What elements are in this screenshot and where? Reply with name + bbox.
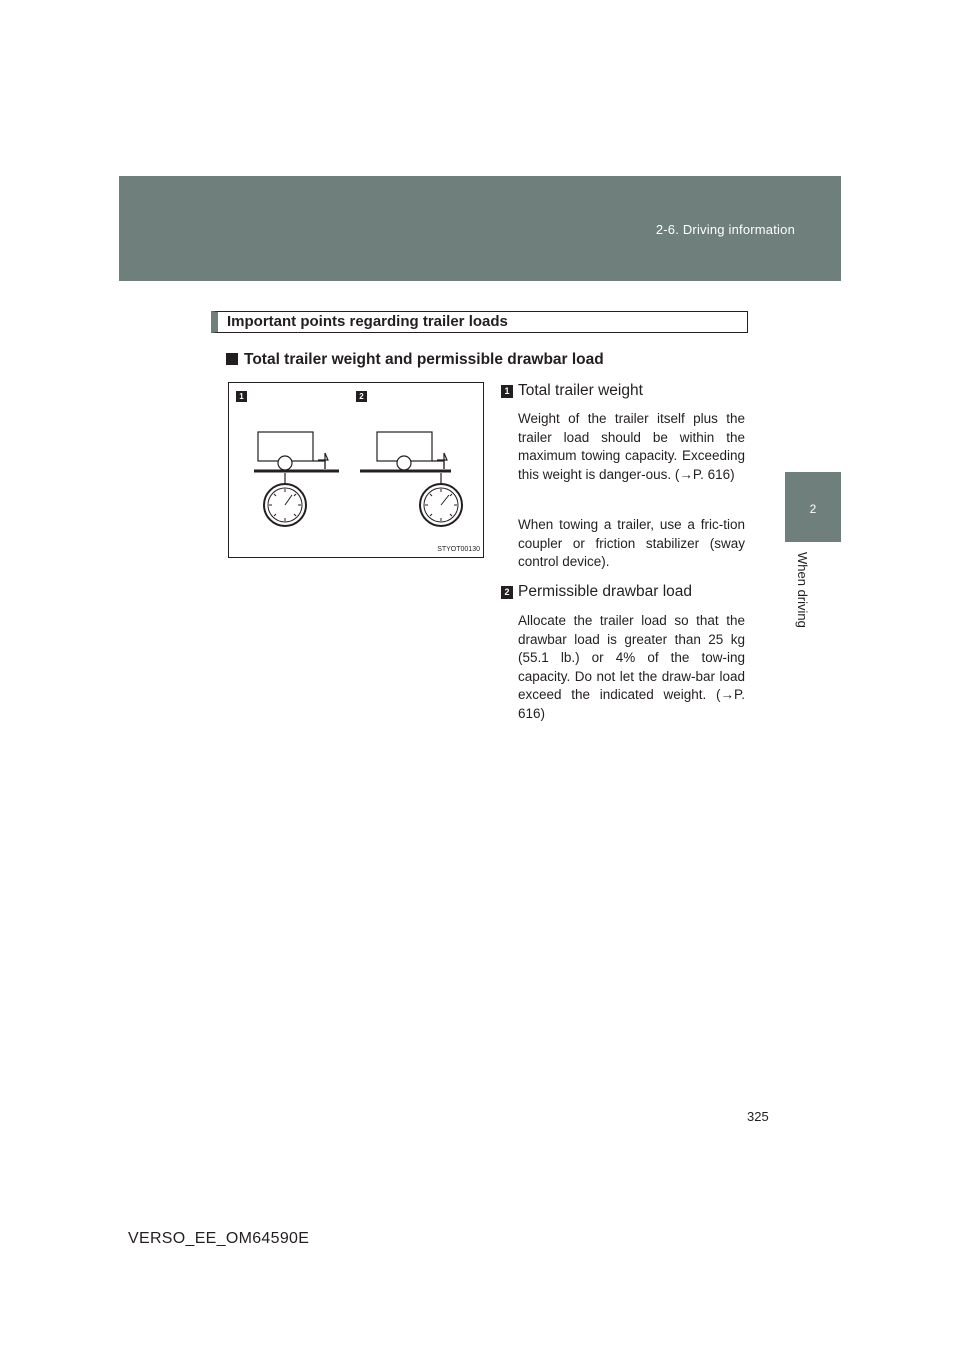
sub-heading-text: Total trailer weight and permissible drawbar load bbox=[244, 351, 604, 368]
item-2-title: Permissible drawbar load bbox=[518, 583, 693, 600]
chapter-tab bbox=[785, 472, 841, 542]
chapter-label bbox=[794, 552, 810, 642]
item-1-paragraph-2: When towing a trailer, use a fric-tion coupler or friction stabilizer (sway control device). bbox=[518, 517, 745, 570]
chapter-label-text: When driving bbox=[795, 552, 810, 628]
section-heading-box bbox=[211, 311, 748, 333]
scale-drawing-icon bbox=[229, 383, 483, 557]
item-1-paragraph-1: Weight of the trailer itself plus the trailer load should be within the maximum towing capacity. Exceeding this weight is danger-ous. (→P. 616) bbox=[518, 411, 745, 482]
item-1-heading bbox=[501, 382, 643, 400]
figure-badge-1: 1 bbox=[236, 391, 247, 402]
sub-heading bbox=[226, 351, 604, 369]
document-code: VERSO_EE_OM64590E bbox=[128, 1230, 310, 1247]
header-section-title: 2-6. Driving information bbox=[655, 222, 795, 237]
page-number: 325 bbox=[747, 1109, 769, 1124]
section-title: Important points regarding trailer loads bbox=[227, 313, 508, 330]
item-1-badge: 1 bbox=[501, 385, 513, 398]
chapter-number: 2 bbox=[809, 502, 817, 516]
figure-badge-2: 2 bbox=[356, 391, 367, 402]
trailer-scale-illustration bbox=[228, 382, 484, 558]
item-2-badge: 2 bbox=[501, 586, 513, 599]
square-bullet-icon bbox=[226, 353, 238, 365]
item-2-paragraph-1: Allocate the trailer load so that the drawbar load is greater than 25 kg (55.1 lb.) or 4% of the tow-ing capacity. Do not let the draw-bar load exceed the indicated weight. (→P. 616) bbox=[518, 613, 745, 721]
item-1-title: Total trailer weight bbox=[518, 382, 643, 399]
figure-code: STYOT00130 bbox=[437, 546, 480, 553]
item-2-heading bbox=[501, 583, 692, 601]
header-band bbox=[119, 176, 841, 281]
